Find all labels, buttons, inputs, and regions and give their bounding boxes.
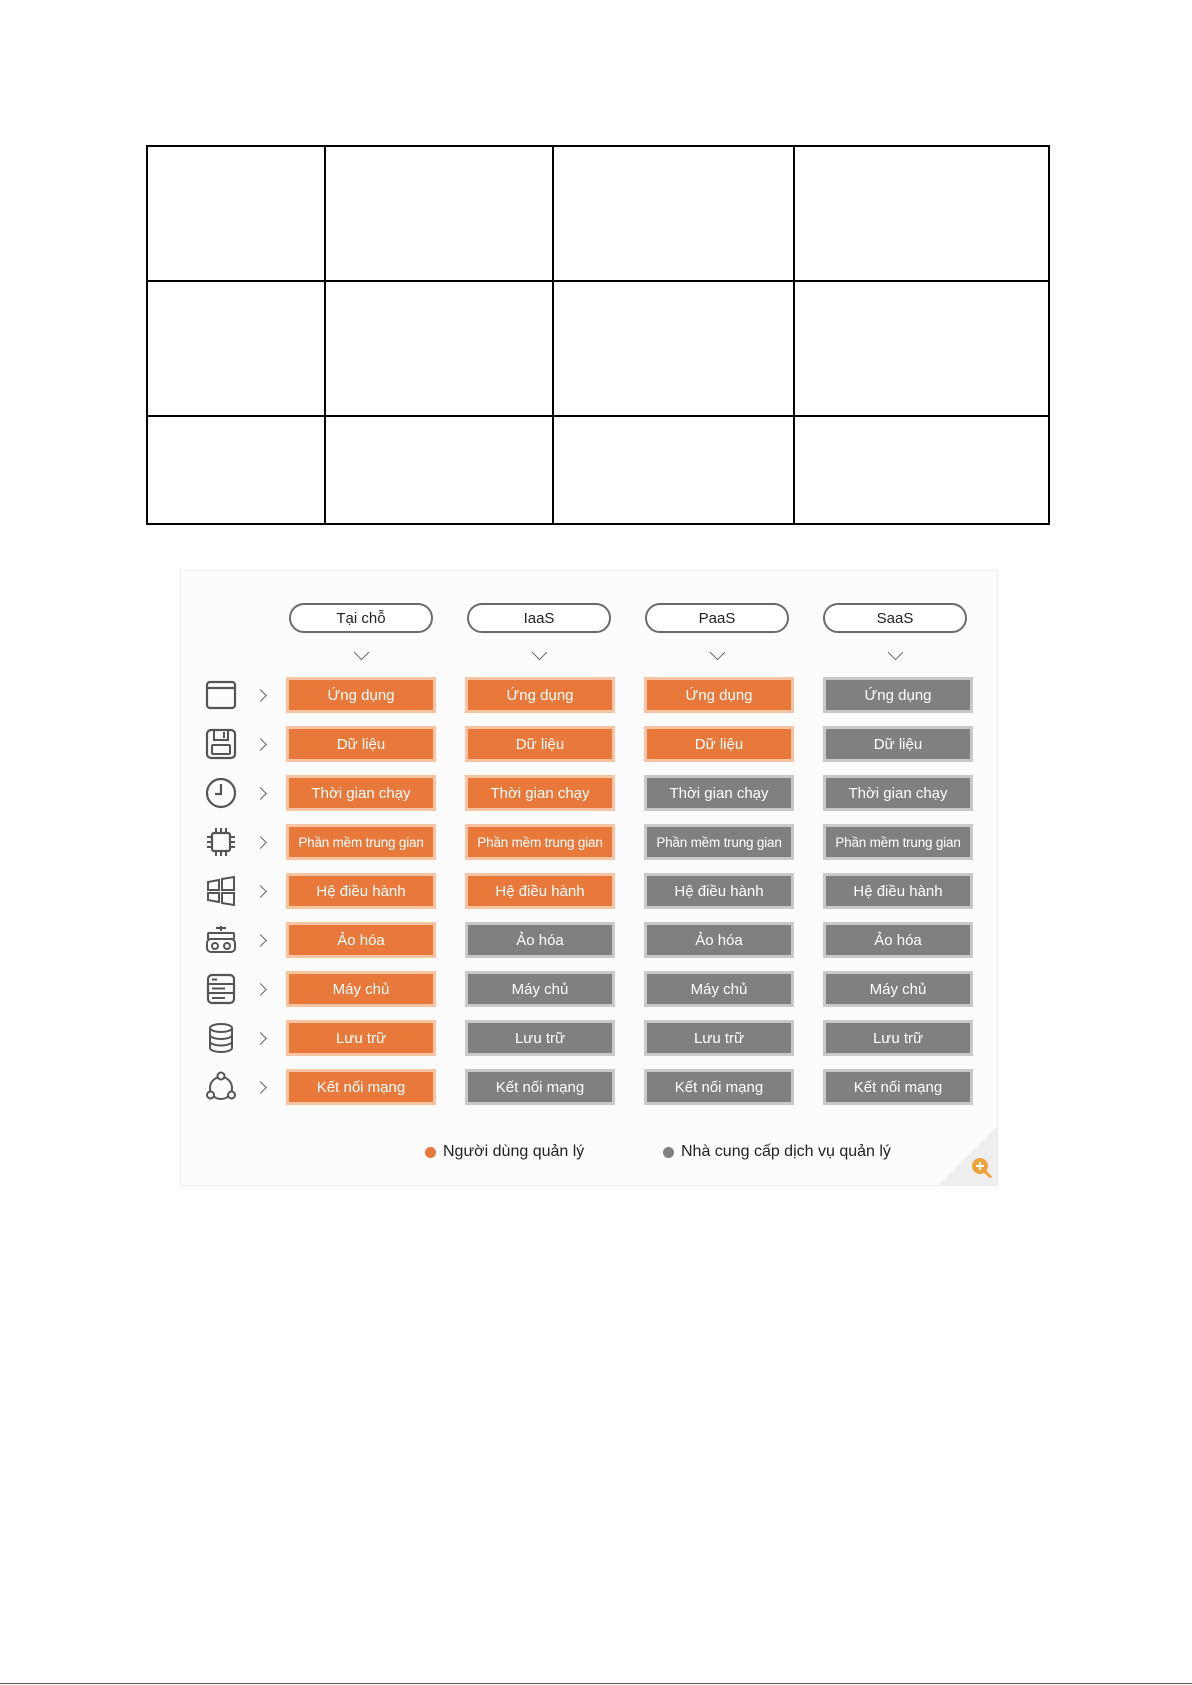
table-cell [325, 146, 553, 281]
cell-on-premise-os: Hệ điều hành [286, 873, 436, 909]
cell-on-premise-application: Ứng dụng [286, 677, 436, 713]
windows-logo-icon [203, 873, 239, 909]
column-header-paas: PaaS [645, 603, 789, 633]
column-header-on-premise: Tại chỗ [289, 603, 433, 633]
table-cell [794, 281, 1049, 416]
chevron-right-icon [254, 1032, 267, 1045]
cell-paas-storage: Lưu trữ [644, 1020, 794, 1056]
window-icon [203, 677, 239, 713]
chevron-right-icon [254, 787, 267, 800]
page-bottom-rule [0, 1683, 1192, 1684]
table-cell [553, 416, 794, 524]
vr-headset-icon [203, 922, 239, 958]
chevron-right-icon [254, 836, 267, 849]
cell-saas-virtualization: Ảo hóa [823, 922, 973, 958]
legend-provider-managed [663, 1143, 891, 1161]
cell-saas-servers: Máy chủ [823, 971, 973, 1007]
table-cell [794, 146, 1049, 281]
cell-on-premise-networking: Kết nối mạng [286, 1069, 436, 1105]
cell-saas-networking: Kết nối mạng [823, 1069, 973, 1105]
cell-iaas-runtime: Thời gian chạy [465, 775, 615, 811]
empty-table [146, 145, 1050, 525]
chevron-right-icon [254, 885, 267, 898]
chevron-right-icon [254, 689, 267, 702]
table-cell [553, 281, 794, 416]
cell-saas-data: Dữ liệu [823, 726, 973, 762]
cell-saas-middleware: Phần mềm trung gian [823, 824, 973, 860]
server-icon [203, 971, 239, 1007]
cell-paas-networking: Kết nối mạng [644, 1069, 794, 1105]
cell-paas-virtualization: Ảo hóa [644, 922, 794, 958]
legend-dot-provider [663, 1147, 674, 1158]
cell-on-premise-storage: Lưu trữ [286, 1020, 436, 1056]
network-icon [203, 1069, 239, 1105]
cell-paas-servers: Máy chủ [644, 971, 794, 1007]
cell-on-premise-runtime: Thời gian chạy [286, 775, 436, 811]
chevron-right-icon [254, 983, 267, 996]
chevron-down-icon [354, 645, 370, 661]
column-header-iaas: IaaS [467, 603, 611, 633]
cell-saas-runtime: Thời gian chạy [823, 775, 973, 811]
zoom-in-icon[interactable] [939, 1127, 997, 1185]
cell-paas-middleware: Phần mềm trung gian [644, 824, 794, 860]
cell-on-premise-virtualization: Ảo hóa [286, 922, 436, 958]
cell-iaas-storage: Lưu trữ [465, 1020, 615, 1056]
database-icon [203, 1020, 239, 1056]
cell-paas-runtime: Thời gian chạy [644, 775, 794, 811]
cloud-responsibility-figure [180, 570, 998, 1186]
legend-user-managed [425, 1143, 584, 1161]
table-cell [147, 416, 325, 524]
chevron-down-icon [888, 645, 904, 661]
chevron-right-icon [254, 934, 267, 947]
floppy-disk-icon [203, 726, 239, 762]
cell-iaas-data: Dữ liệu [465, 726, 615, 762]
clock-icon [203, 775, 239, 811]
cell-iaas-middleware: Phần mềm trung gian [465, 824, 615, 860]
column-header-saas: SaaS [823, 603, 967, 633]
table-cell [147, 281, 325, 416]
chevron-down-icon [710, 645, 726, 661]
cell-iaas-os: Hệ điều hành [465, 873, 615, 909]
table-cell [147, 146, 325, 281]
cell-paas-application: Ứng dụng [644, 677, 794, 713]
legend-dot-user [425, 1147, 436, 1158]
cell-on-premise-data: Dữ liệu [286, 726, 436, 762]
table-cell [553, 146, 794, 281]
chevron-down-icon [532, 645, 548, 661]
cell-paas-data: Dữ liệu [644, 726, 794, 762]
chip-icon [203, 824, 239, 860]
cell-saas-os: Hệ điều hành [823, 873, 973, 909]
cell-iaas-application: Ứng dụng [465, 677, 615, 713]
cell-iaas-servers: Máy chủ [465, 971, 615, 1007]
table-cell [325, 416, 553, 524]
cell-saas-application: Ứng dụng [823, 677, 973, 713]
legend-label-provider: Nhà cung cấp dịch vụ quản lý [681, 1143, 891, 1160]
cell-iaas-networking: Kết nối mạng [465, 1069, 615, 1105]
cell-paas-os: Hệ điều hành [644, 873, 794, 909]
chevron-right-icon [254, 1081, 267, 1094]
chevron-right-icon [254, 738, 267, 751]
cell-on-premise-servers: Máy chủ [286, 971, 436, 1007]
cell-saas-storage: Lưu trữ [823, 1020, 973, 1056]
cell-iaas-virtualization: Ảo hóa [465, 922, 615, 958]
cell-on-premise-middleware: Phần mềm trung gian [286, 824, 436, 860]
table-cell [325, 281, 553, 416]
legend-label-user: Người dùng quản lý [443, 1143, 585, 1160]
table-cell [794, 416, 1049, 524]
